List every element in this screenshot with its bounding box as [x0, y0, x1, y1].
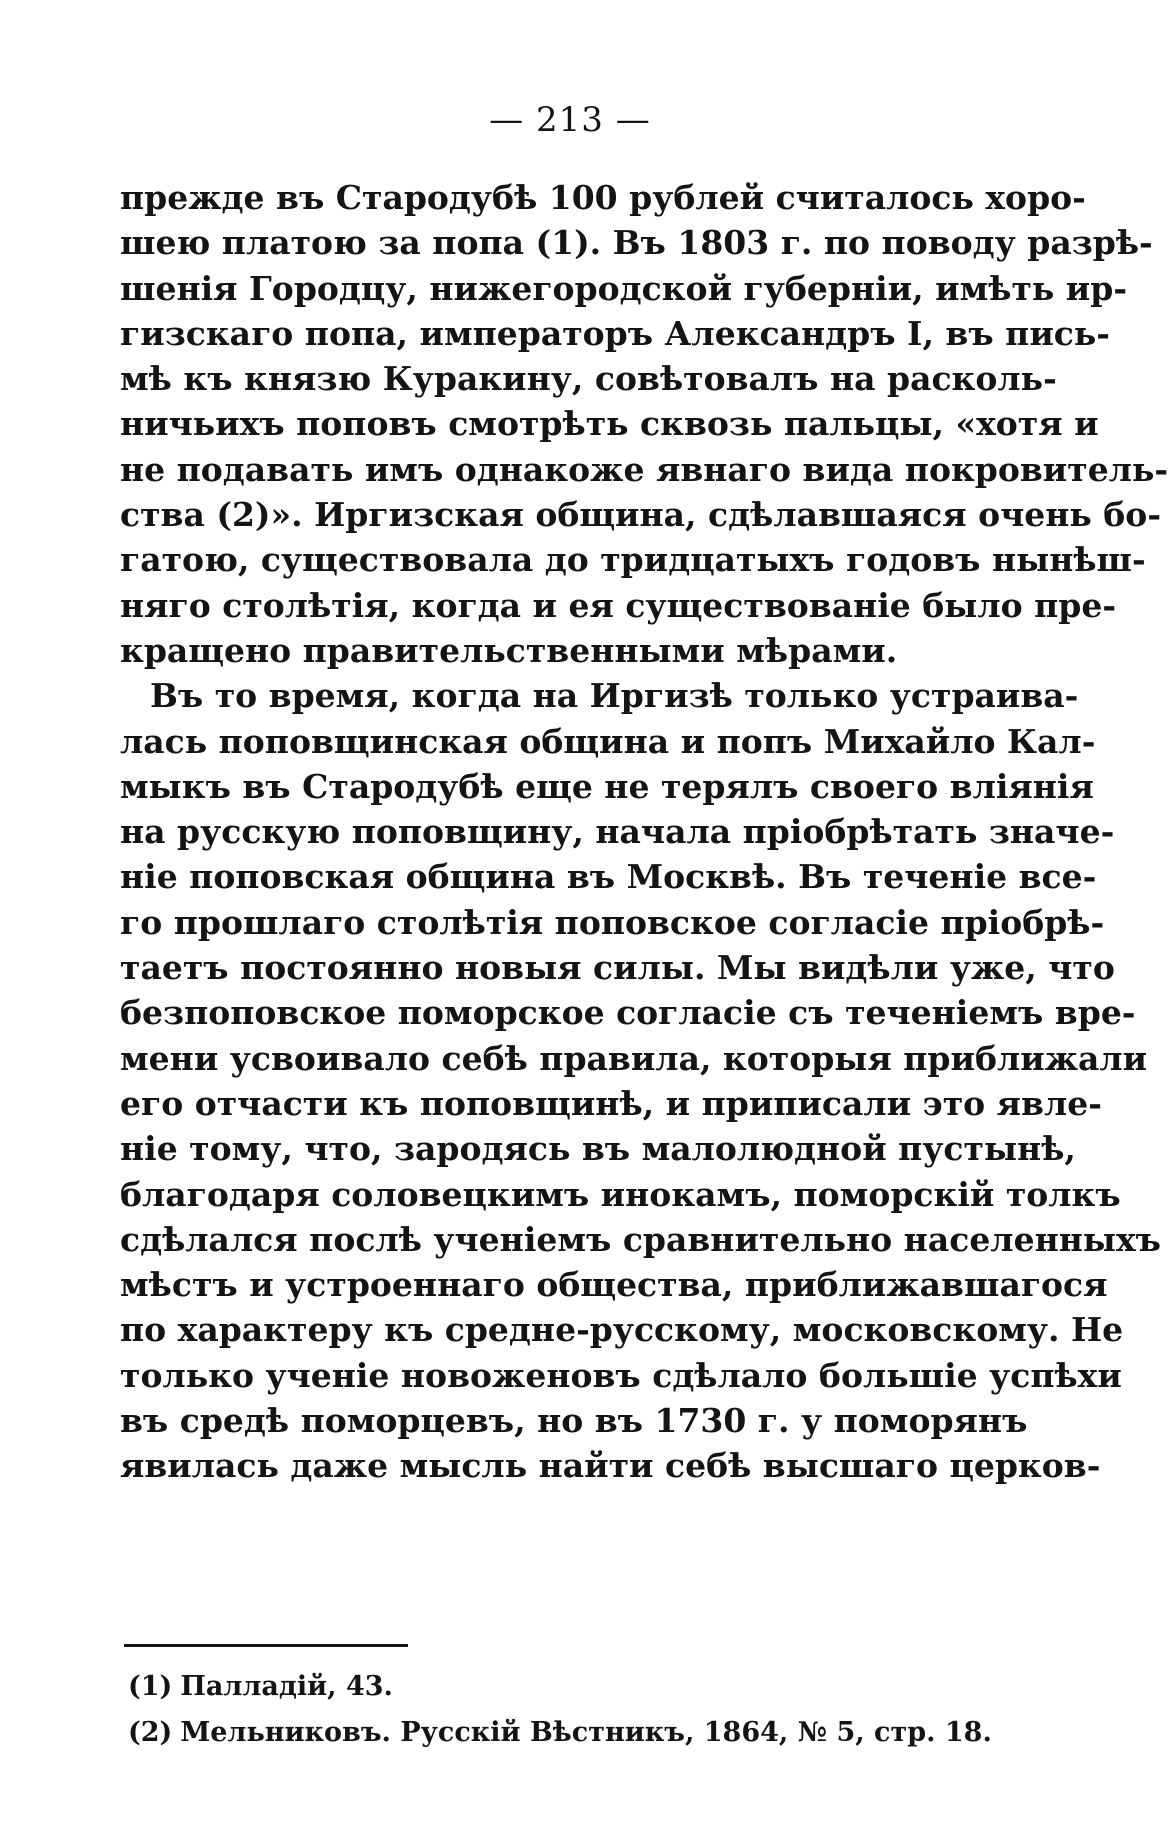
text-line: прежде въ Стародубѣ 100 рублей считалось хоро- — [120, 178, 1086, 217]
footnote-marker: (2) — [128, 1717, 173, 1748]
footnote-1 — [128, 1664, 988, 1710]
text-line: гатою, существовала до тридцатыхъ годовъ нынѣш- — [120, 540, 1146, 580]
text-line: мени усвоивало себѣ правила, которыя приближали — [120, 1038, 1148, 1078]
text-line: на русскую поповщину, начала пріобрѣтать значе- — [120, 812, 1115, 852]
text-line: ства (2)». Иргизская община, сдѣлавшаяся очень бо- — [120, 495, 1162, 535]
text-line: благодаря соловецкимъ инокамъ, поморскій толкъ — [120, 1174, 1121, 1214]
footnote-text: Мельниковъ. Русскій Вѣстникъ, 1864, № 5, стр. 18. — [180, 1717, 992, 1748]
text-line: лась поповщинская община и попъ Михайло Кал- — [120, 721, 1096, 761]
text-line: ніе тому, что, зародясь въ малолюдной пустынѣ, — [120, 1129, 1076, 1169]
text-line: въ средѣ поморцевъ, но въ 1730 г. у поморянъ — [120, 1401, 1028, 1441]
text-line: мѣстъ и устроеннаго общества, приближавшагося — [120, 1265, 1108, 1305]
footnote-2 — [128, 1710, 992, 1756]
text-line: шенія Городцу, нижегородской губерніи, имѣть ир- — [120, 268, 1128, 308]
text-line: только ученіе новоженовъ сдѣлало большіе успѣхи — [120, 1355, 1122, 1395]
text-line: сдѣлался послѣ ученіемъ сравнительно населенныхъ — [120, 1219, 1161, 1259]
footnote-text: Палладій, 43. — [180, 1671, 393, 1702]
text-line: явилась даже мысль найти себѣ высшаго церков- — [120, 1446, 1101, 1486]
text-line: го прошлаго столѣтія поповское согласіе пріобрѣ- — [120, 902, 1105, 942]
page-number: — 213 — — [489, 100, 651, 140]
text-line: ничьихъ поповъ смотрѣть сквозь пальцы, «хотя и — [120, 404, 1099, 444]
text-line: гизскаго попа, императоръ Александръ I, въ пись- — [120, 313, 1110, 353]
text-line: его отчасти къ поповщинѣ, и приписали это явле- — [120, 1083, 1102, 1123]
text-line: мѣ къ князю Куракину, совѣтовалъ на расколь- — [120, 359, 1057, 399]
text-line: по характеру къ средне-русскому, московскому. Не — [120, 1310, 1124, 1350]
text-line: кращено правительственными мѣрами. — [120, 630, 898, 670]
text-line: не подавать имъ однакоже явнаго вида покровитель- — [120, 449, 1168, 489]
text-line: Въ то время, когда на Иргизѣ только устраива- — [150, 676, 1079, 716]
text-line: няго столѣтія, когда и ея существованіе было пре- — [120, 585, 1117, 625]
text-line: безпоповское поморское согласіе съ теченіемъ вре- — [120, 993, 1136, 1033]
footnote-marker: (1) — [128, 1671, 173, 1702]
text-line: ніе поповская община въ Москвѣ. Въ теченіе все- — [120, 857, 1097, 897]
footnote-divider — [124, 1644, 408, 1647]
text-line: таетъ постоянно новыя силы. Мы видѣли уже, что — [120, 948, 1115, 988]
footnotes — [128, 1664, 992, 1756]
body-text — [120, 175, 1168, 1489]
text-line: мыкъ въ Стародубѣ еще не терялъ своего вліянія — [120, 766, 1094, 806]
text-line: шею платою за попа (1). Въ 1803 г. по поводу разрѣ- — [120, 223, 1153, 263]
